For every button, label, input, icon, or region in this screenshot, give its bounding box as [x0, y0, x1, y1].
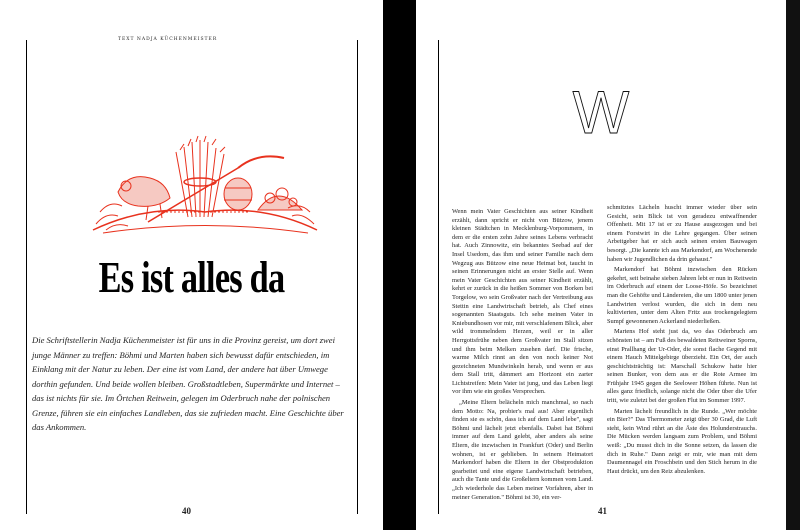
- right-margin-rule: [357, 40, 358, 514]
- red-engraving-illustration: [88, 112, 322, 245]
- paragraph: Wenn mein Vater Geschichten aus seiner Kindheit erzählt, dann spricht er nicht von Bützow, jenem kleinen Städtchen in Mecklenburg-Vorpommern, in dem er die ersten zehn Jahre seines Lebens verbracht hat. Auch Zinnowitz, ein bekanntes Seebad auf der Insel Usedom, das ihm und seiner Familie nach dem Wegzug aus Bützow eine neue Heimat bot, taucht in seinen Erinnerungen nicht an erster Stelle auf. Wenn mein Vater Geschichten aus seiner Kindheit erzählt, kehrt er zurück in die heißen Sommer von Borken bei Torgelow, wo sein Großvater nach der Vertreibung aus Stettin eine Landwirtschaft betrieb, als Chef eines sogenannten Staatsguts. Ich sehe meinen Vater in Kniebundhosen vor mir, mit verschlafenem Blick, aber wild trommelndem Herzen, weil er in aller Herrgottsfrühe neben dem Großvater im Stall sitzen und ihm beim Melken zusehen darf. Die frische, warme Milch rinnt an den von noch keiner Not gezeichneten Mundwinkeln herab, und wenn er aus dem Stall tritt, dämmert am Horizont ein zarter Lichtstreifen: Mein Vater ist jung, und das Leben liegt vor ihm wie ein großes Versprechen.: [452, 208, 593, 396]
- paragraph: Markendorf hat Böhmi inzwischen den Rücken gekehrt, seit beinahe sieben Jahren lebt er nun in Reitwein im Oderbruch auf einem der Loose-Höfe. So bezeichnet man die Gehöfte und Ländereien, die um 1800 unter jenen Landwirten verlost wurden, die sich in dem neu kultivierten, unter dem Alten Fritz aus trockengelegtem Sumpf gewonnenen Ackerland niederließen.: [607, 266, 757, 325]
- paragraph: „Meine Eltern belächeln mich manchmal, so nach dem Motto: Na, probier's mal aus! Aber eigentlich finden sie es schön, dass ich auf dem Land lebe", sagt Böhmi und lächelt jetzt ebenfalls. Dabei hat Böhmi immer auf dem Land gelebt, aber anders als seine Eltern, die inzwischen in Frankfurt (Oder) und Berlin wohnen, ist er geblieben. In seinem Heimatort Markendorf haben die Eltern in der Obstproduktion gearbeitet und eine eigene Landwirtschaft betrieben, auch die Tante und die Großeltern kommen vom Land. „Ich wiederhole das Leben meiner Vorfahren, aber in meiner Generation." Böhmi ist 30, ein ver-: [452, 399, 593, 501]
- right-page-left-rule: [438, 40, 439, 514]
- left-margin-rule: [26, 40, 27, 514]
- page-number-left: 40: [182, 506, 191, 516]
- intro-paragraph: Die Schriftstellerin Nadja Küchenmeister ist für uns in die Provinz gereist, um dort zwei junge Männer zu treffen: Böhmi und Marten haben sich bewusst dafür entschieden, im Einklang mit der Natur zu leben. Der eine ist vom Land, der andere hat über Umwege dorthin gefunden. Und beide wollen bleiben. Großstadtleben, Supermärkte und Internet – das ist nichts für sie. Im Örtchen Reitwein, gelegen im Oderbruch nahe der polnischen Grenze, führen sie ein einfaches Landleben, das sie zufrieden macht. Eine Geschichte über das Ankommen.: [32, 335, 344, 432]
- running-head: TEXT NADJA KÜCHENMEISTER: [118, 37, 218, 42]
- paragraph: Marten lächelt freundlich in die Runde. „Wer möchte ein Bier?" Das Thermometer zeigt über 30 Grad, die Luft steht, kein Wind rührt an die Äste des Holunderstrauchs. Die Mücken werden langsam zum Problem, und Böhmi weiß: „Du musst dich in die Sonne setzen, da lassen die dich in Ruhe." Dann zeigt er mir, wie man mit dem Daumennagel ein Froschbein und den Stich herum in die Haut drückt, um den Reiz abzulenken.: [607, 407, 757, 475]
- body-column-2: [607, 204, 757, 478]
- page-number-right: 41: [598, 506, 607, 516]
- left-page: [0, 0, 383, 530]
- paragraph: Martens Hof steht just da, wo das Oderbruch am schönsten ist – am Fuß des bewaldeten Reitweiner Sporns, einst Prallhang der Ur-Oder, die sonst flache Gegend mit einem Hauch Mittelgebirge überzieht. Ein Ort, der auch geschichtsträchtig ist: Marschall Schukow hatte hier seinen Bunker, von dem aus er die Rote Armee im Frühjahr 1945 gegen die Seelower Höhen führte. Nun ist alles ganz friedlich, solange nicht die Oder über die Ufer tritt, wie zuletzt bei der großen Flut im Sommer 1997.: [607, 328, 757, 405]
- page-edge: [786, 0, 800, 530]
- dropcap-letter: W: [572, 86, 630, 138]
- gutter: [383, 0, 416, 530]
- paragraph: schmitztes Lächeln huscht immer wieder über sein Gesicht, sein Blick ist von geradezu entwaffnender Offenheit. Mit 17 ist er zu Hause ausgezogen und bei einem Forstwirt in die Lehre gegangen. Über seinen Arbeitgeber hat er sich auch seinen ersten Bauwagen besorgt. „Die kannte ich aus Markendorf, am Wochenende haben wir Jugendlichen da drin gehaust.": [607, 204, 757, 263]
- dropcap-w: [566, 86, 636, 138]
- article-title: Es ist alles da: [98, 253, 285, 302]
- body-column-1: [452, 208, 593, 504]
